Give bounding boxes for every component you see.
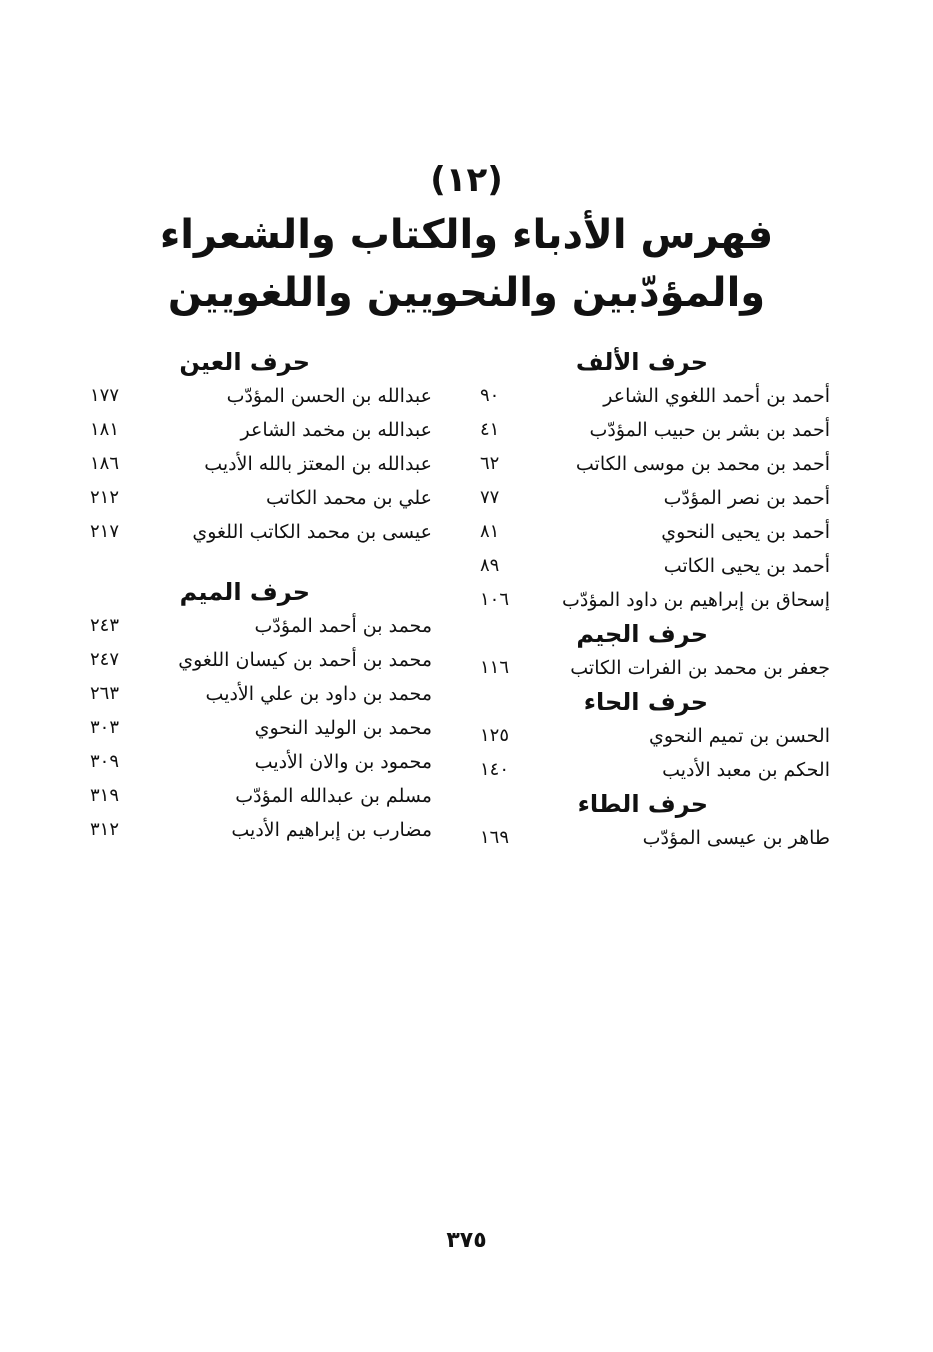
section-heading-ha: حرف الحاء (583, 688, 708, 716)
entry-name: أحمد بن محمد بن موسى الكاتب (575, 453, 830, 475)
entry-page: ٢٤٣ (90, 615, 120, 636)
entry-name: عبدالله بن الحسن المؤدّب (226, 385, 432, 407)
entry-page: ٣٠٩ (90, 751, 120, 772)
chapter-number: (١٢) (430, 160, 503, 200)
entry-page: ٨٩ (480, 555, 500, 576)
index-entry (480, 583, 830, 617)
entry-name: الحسن بن تميم النحوي (648, 725, 830, 747)
entry-page: ٩٠ (480, 385, 500, 406)
entry-page: ١٦٩ (480, 827, 510, 848)
index-title-line-1: فهرس الأدباء والكتاب والشعراء (159, 212, 774, 258)
entry-name: أحمد بن يحيى النحوي (661, 521, 830, 543)
index-entry (480, 753, 830, 787)
entry-name: محمد بن داود بن علي الأديب (205, 683, 432, 705)
entry-page: ٢٦٣ (90, 683, 120, 704)
index-entry (90, 711, 432, 745)
entry-name: الحكم بن معبد الأديب (662, 759, 830, 781)
entry-name: طاهر بن عيسى المؤدّب (642, 827, 830, 849)
entry-name: عبدالله بن المعتز بالله الأديب (204, 453, 432, 475)
index-entry (480, 651, 830, 685)
entry-page: ٨١ (480, 521, 500, 542)
entry-page: ١٠٦ (480, 589, 510, 610)
entry-page: ٣١٩ (90, 785, 120, 806)
section-spacer (90, 549, 432, 575)
index-column-right (480, 345, 830, 855)
index-entry (480, 379, 830, 413)
index-column-left (90, 345, 432, 847)
entry-name: عيسى بن محمد الكاتب اللغوي (192, 521, 432, 543)
entry-name: جعفر بن محمد بن الفرات الكاتب (570, 657, 830, 679)
index-entry (90, 813, 432, 847)
index-entry (90, 677, 432, 711)
section-heading-mim: حرف الميم (179, 578, 310, 606)
entry-page: ١٧٧ (90, 385, 120, 406)
index-entry (480, 447, 830, 481)
entry-page: ٧٧ (480, 487, 500, 508)
index-entry (90, 515, 432, 549)
entry-name: محمد بن أحمد المؤدّب (254, 615, 432, 637)
entry-page: ٣١٢ (90, 819, 120, 840)
entry-name: أحمد بن يحيى الكاتب (663, 555, 830, 577)
index-entry (480, 719, 830, 753)
index-entry (90, 643, 432, 677)
index-entry (90, 609, 432, 643)
entry-name: عبدالله بن مخمد الشاعر (240, 419, 432, 441)
page-number: ٣٧٥ (446, 1228, 487, 1253)
entry-name: علي بن محمد الكاتب (265, 487, 432, 509)
entry-page: ١٤٠ (480, 759, 510, 780)
index-entry (480, 481, 830, 515)
index-title-line-2: والمؤدّبين والنحويين واللغويين (167, 270, 766, 316)
entry-name: محمد بن أحمد بن كيسان اللغوي (178, 649, 432, 671)
index-entry (90, 413, 432, 447)
index-entry (480, 413, 830, 447)
entry-page: ١٢٥ (480, 725, 510, 746)
entry-page: ٢١٧ (90, 521, 120, 542)
index-entry (90, 745, 432, 779)
index-entry (90, 379, 432, 413)
entry-page: ٢٤٧ (90, 649, 120, 670)
entry-page: ٢١٢ (90, 487, 120, 508)
index-entry (480, 821, 830, 855)
entry-page: ٣٠٣ (90, 717, 120, 738)
entry-page: ١٨١ (90, 419, 120, 440)
entry-name: مسلم بن عبدالله المؤدّب (235, 785, 432, 807)
entry-name: أحمد بن أحمد اللغوي الشاعر (603, 385, 830, 407)
entry-page: ١١٦ (480, 657, 510, 678)
entry-page: ١٨٦ (90, 453, 120, 474)
entry-page: ٦٢ (480, 453, 500, 474)
entry-name: أحمد بن نصر المؤدّب (663, 487, 830, 509)
entry-page: ٤١ (480, 419, 500, 440)
section-heading-ayn: حرف العين (179, 348, 310, 376)
index-entry (90, 447, 432, 481)
section-heading-ta: حرف الطاء (577, 790, 708, 818)
index-entry (90, 481, 432, 515)
index-entry (480, 515, 830, 549)
entry-name: إسحاق بن إبراهيم بن داود المؤدّب (561, 589, 830, 611)
section-heading-alif: حرف الألف (575, 348, 708, 376)
index-entry (480, 549, 830, 583)
entry-name: مضارب بن إبراهيم الأديب (231, 819, 432, 841)
section-heading-jim: حرف الجيم (576, 620, 708, 648)
entry-name: محمود بن والان الأديب (254, 751, 432, 773)
entry-name: محمد بن الوليد النحوي (254, 717, 432, 739)
index-entry (90, 779, 432, 813)
entry-name: أحمد بن بشر بن حبيب المؤدّب (589, 419, 830, 441)
